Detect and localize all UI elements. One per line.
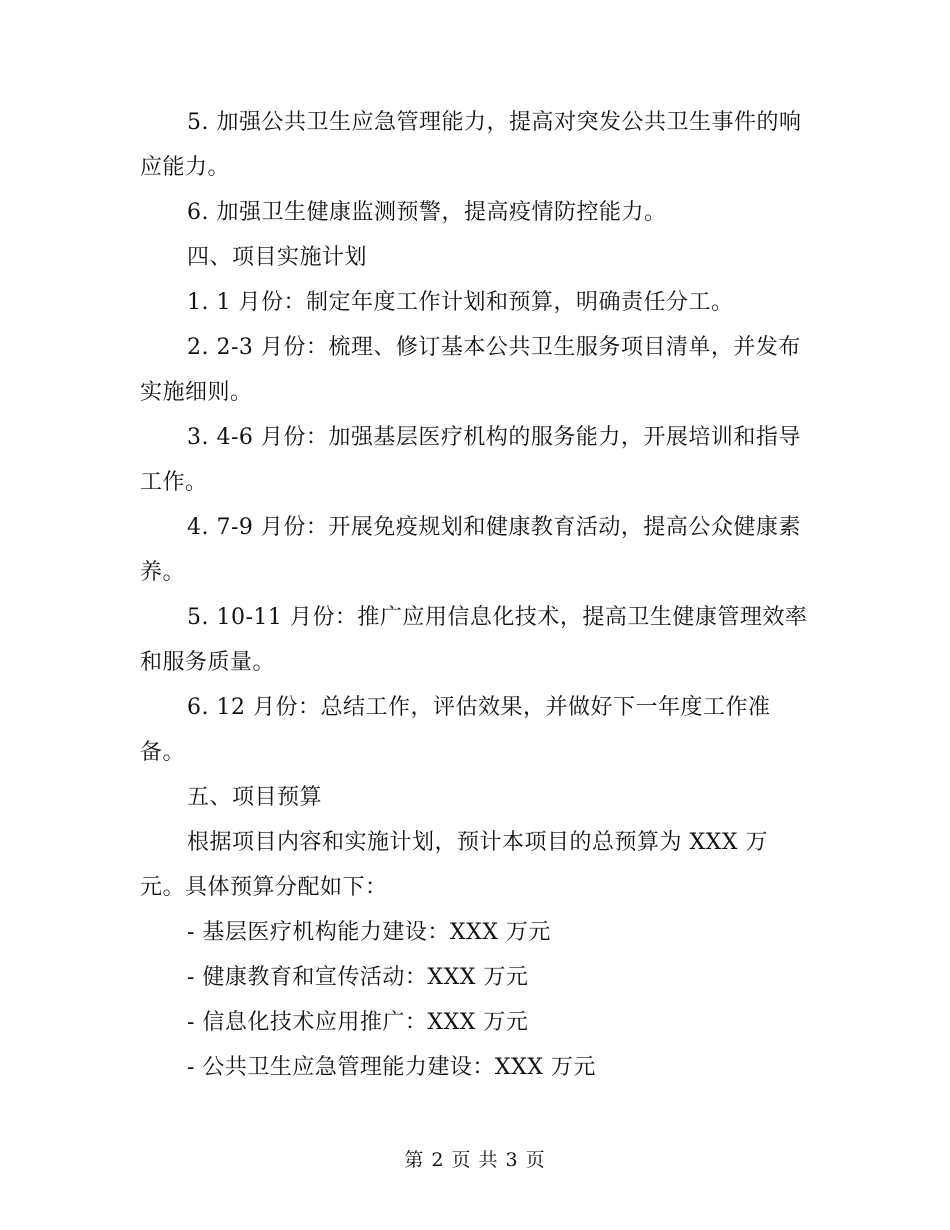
- section-heading-plan: 四、项目实施计划: [187, 245, 368, 270]
- budget-item-4: - 公共卫生应急管理能力建设：XXX 万元: [187, 1055, 596, 1080]
- paragraph-goal-6: 6. 加强卫生健康监测预警，提高疫情防控能力。: [187, 200, 667, 225]
- plan-item-1: 1. 1 月份：制定年度工作计划和预算，明确责任分工。: [187, 290, 734, 315]
- page-number-footer: 第 2 页 共 3 页: [404, 1149, 546, 1171]
- budget-item-1: - 基层医疗机构能力建设：XXX 万元: [187, 920, 551, 945]
- budget-intro: 根据项目内容和实施计划，预计本项目的总预算为 XXX 万元。具体预算分配如下：: [140, 830, 768, 900]
- paragraph-goal-5: 5. 加强公共卫生应急管理能力，提高对突发公共卫生事件的响应能力。: [140, 110, 802, 180]
- plan-item-4: 4. 7-9 月份：开展免疫规划和健康教育活动，提高公众健康素养。: [140, 515, 801, 585]
- budget-item-2: - 健康教育和宣传活动：XXX 万元: [187, 965, 529, 990]
- plan-item-6: 6. 12 月份：总结工作，评估效果，并做好下一年度工作准备。: [140, 695, 771, 765]
- plan-item-2: 2. 2-3 月份：梳理、修订基本公共卫生服务项目清单，并发布实施细则。: [140, 335, 801, 405]
- plan-item-5: 5. 10-11 月份：推广应用信息化技术，提高卫生健康管理效率和服务质量。: [140, 605, 808, 675]
- document-body: [140, 100, 810, 1090]
- section-heading-budget: 五、项目预算: [187, 785, 323, 810]
- plan-item-3: 3. 4-6 月份：加强基层医疗机构的服务能力，开展培训和指导工作。: [140, 425, 801, 495]
- budget-item-3: - 信息化技术应用推广：XXX 万元: [187, 1010, 529, 1035]
